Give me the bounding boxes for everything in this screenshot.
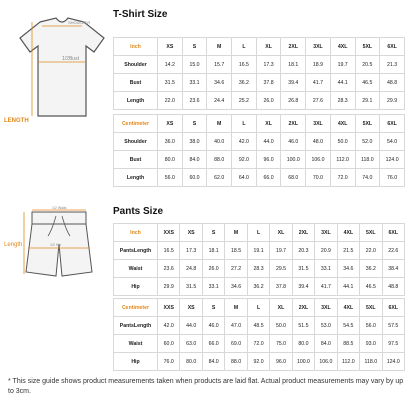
measurement-cell: 112.0: [330, 151, 355, 169]
measurement-cell: 29.9: [158, 278, 180, 296]
size-header-cell: S: [202, 224, 224, 242]
measurement-cell: 54.5: [337, 317, 359, 335]
table-row: [114, 353, 405, 371]
table-row: [114, 92, 405, 110]
measurement-cell: 22.0: [360, 242, 382, 260]
pants-illustration: [4, 206, 112, 286]
measurement-cell: 48.8: [382, 278, 404, 296]
measurement-cell: 28.3: [330, 92, 355, 110]
measurement-cell: 26.8: [281, 92, 306, 110]
measurement-cell: 26.0: [256, 92, 281, 110]
shoulder-measure-label: SHOULDER: [68, 20, 91, 25]
measurement-cell: 46.5: [360, 278, 382, 296]
size-header-cell: L: [247, 224, 269, 242]
tshirt-illustration: [0, 8, 110, 128]
size-header-cell: XL: [256, 115, 281, 133]
size-header-cell: S: [202, 299, 224, 317]
table-row: [114, 260, 405, 278]
measurement-cell: 36.2: [360, 260, 382, 278]
size-header-cell: S: [182, 115, 207, 133]
measurement-cell: 80.0: [292, 335, 314, 353]
size-header-cell: 6XL: [380, 38, 405, 56]
row-label: Bust: [114, 151, 158, 169]
measurement-cell: 23.6: [158, 260, 180, 278]
measurement-cell: 44.0: [256, 133, 281, 151]
size-header-cell: 2XL: [281, 115, 306, 133]
measurement-cell: 92.0: [232, 151, 257, 169]
measurement-cell: 84.0: [202, 353, 224, 371]
size-header-cell: 4XL: [337, 224, 359, 242]
table-row: [114, 133, 405, 151]
measurement-cell: 15.0: [182, 56, 207, 74]
measurement-cell: 46.5: [355, 74, 380, 92]
table-row: [114, 169, 405, 187]
size-header-cell: 4XL: [330, 38, 355, 56]
measurement-cell: 28.3: [247, 260, 269, 278]
row-label: PantsLength: [114, 242, 158, 260]
measurement-cell: 18.9: [306, 56, 331, 74]
measurement-cell: 21.3: [380, 56, 405, 74]
measurement-cell: 69.0: [225, 335, 247, 353]
measurement-cell: 24.4: [207, 92, 232, 110]
size-header-cell: 3XL: [315, 224, 337, 242]
length-measure-label: LENGTH: [4, 118, 29, 124]
measurement-cell: 80.0: [180, 353, 202, 371]
measurement-cell: 36.2: [232, 74, 257, 92]
size-header-cell: 4XL: [337, 299, 359, 317]
measurement-cell: 39.4: [281, 74, 306, 92]
size-header-cell: 6XL: [380, 115, 405, 133]
measurement-cell: 18.1: [281, 56, 306, 74]
measurement-cell: 100.0: [292, 353, 314, 371]
size-header-row: [114, 299, 405, 317]
measurement-cell: 40.0: [207, 133, 232, 151]
size-header-cell: 4XL: [330, 115, 355, 133]
measurement-cell: 17.3: [256, 56, 281, 74]
measurement-cell: 66.0: [202, 335, 224, 353]
row-label: Waist: [114, 260, 158, 278]
measurement-cell: 56.0: [360, 317, 382, 335]
size-header-cell: XXS: [158, 299, 180, 317]
size-header-cell: M: [225, 224, 247, 242]
measurement-cell: 118.0: [360, 353, 382, 371]
measurement-cell: 46.0: [281, 133, 306, 151]
table-row: [114, 242, 405, 260]
measurement-cell: 29.1: [355, 92, 380, 110]
table-row: [114, 74, 405, 92]
pants-centimeter-table: [113, 298, 405, 371]
measurement-cell: 25.2: [232, 92, 257, 110]
measurement-cell: 24.8: [180, 260, 202, 278]
row-label: Length: [114, 92, 158, 110]
row-label: PantsLength: [114, 317, 158, 335]
measurement-cell: 60.0: [158, 335, 180, 353]
waist-measure-label: 1/2 Waist: [52, 206, 67, 210]
measurement-cell: 66.0: [256, 169, 281, 187]
size-header-cell: 6XL: [382, 224, 404, 242]
size-header-cell: XL: [256, 38, 281, 56]
row-label: Bust: [114, 74, 158, 92]
size-header-cell: XS: [158, 115, 183, 133]
size-header-cell: XS: [180, 224, 202, 242]
measurement-cell: 88.5: [337, 335, 359, 353]
measurement-cell: 60.0: [182, 169, 207, 187]
measurement-cell: 31.5: [158, 74, 183, 92]
measurement-cell: 19.7: [270, 242, 292, 260]
measurement-cell: 96.0: [256, 151, 281, 169]
unit-label: Inch: [114, 38, 158, 56]
measurement-cell: 16.5: [232, 56, 257, 74]
measurement-cell: 19.1: [247, 242, 269, 260]
measurement-cell: 48.5: [247, 317, 269, 335]
pants-length-measure-label: Length: [4, 242, 23, 248]
measurement-cell: 39.4: [292, 278, 314, 296]
measurement-cell: 76.0: [380, 169, 405, 187]
measurement-cell: 124.0: [382, 353, 404, 371]
measurement-cell: 20.3: [292, 242, 314, 260]
measurement-cell: 42.0: [158, 317, 180, 335]
size-header-cell: 5XL: [360, 299, 382, 317]
measurement-cell: 54.0: [380, 133, 405, 151]
measurement-cell: 44.0: [180, 317, 202, 335]
measurement-cell: 41.7: [315, 278, 337, 296]
pants-inch-table: [113, 223, 405, 296]
measurement-cell: 18.1: [202, 242, 224, 260]
measurement-cell: 76.0: [158, 353, 180, 371]
measurement-cell: 27.2: [225, 260, 247, 278]
measurement-cell: 34.6: [337, 260, 359, 278]
measurement-cell: 21.5: [337, 242, 359, 260]
measurement-cell: 84.0: [315, 335, 337, 353]
unit-label: Centimeter: [114, 299, 158, 317]
measurement-cell: 46.0: [202, 317, 224, 335]
measurement-cell: 74.0: [355, 169, 380, 187]
measurement-cell: 72.0: [247, 335, 269, 353]
size-guide-footnote: * This size guide shows product measurements taken when products are laid flat. Actual product measurements may vary by up to 3cm.: [8, 378, 404, 395]
measurement-cell: 37.8: [270, 278, 292, 296]
measurement-cell: 48.0: [306, 133, 331, 151]
size-header-cell: XL: [270, 299, 292, 317]
measurement-cell: 70.0: [306, 169, 331, 187]
unit-label: Inch: [114, 224, 158, 242]
size-header-cell: L: [247, 299, 269, 317]
row-label: Hip: [114, 278, 158, 296]
measurement-cell: 19.7: [330, 56, 355, 74]
pants-size-title: Pants Size: [113, 206, 164, 217]
size-header-cell: 5XL: [355, 38, 380, 56]
size-header-cell: 6XL: [382, 299, 404, 317]
measurement-cell: 112.0: [337, 353, 359, 371]
unit-label: Centimeter: [114, 115, 158, 133]
measurement-cell: 51.5: [292, 317, 314, 335]
measurement-cell: 93.0: [360, 335, 382, 353]
table-row: [114, 151, 405, 169]
size-header-row: [114, 38, 405, 56]
measurement-cell: 17.3: [180, 242, 202, 260]
measurement-cell: 36.2: [247, 278, 269, 296]
measurement-cell: 88.0: [225, 353, 247, 371]
measurement-cell: 34.6: [207, 74, 232, 92]
size-header-cell: 5XL: [360, 224, 382, 242]
size-header-cell: 3XL: [306, 38, 331, 56]
measurement-cell: 31.5: [292, 260, 314, 278]
size-header-cell: XL: [270, 224, 292, 242]
measurement-cell: 14.2: [158, 56, 183, 74]
tshirt-inch-table: [113, 37, 405, 110]
measurement-cell: 56.0: [158, 169, 183, 187]
measurement-cell: 72.0: [330, 169, 355, 187]
measurement-cell: 47.0: [225, 317, 247, 335]
measurement-cell: 100.0: [281, 151, 306, 169]
measurement-cell: 15.7: [207, 56, 232, 74]
measurement-cell: 96.0: [270, 353, 292, 371]
measurement-cell: 75.0: [270, 335, 292, 353]
measurement-cell: 37.8: [256, 74, 281, 92]
measurement-cell: 27.6: [306, 92, 331, 110]
measurement-cell: 22.6: [382, 242, 404, 260]
measurement-cell: 57.5: [382, 317, 404, 335]
row-label: Shoulder: [114, 133, 158, 151]
measurement-cell: 38.0: [182, 133, 207, 151]
measurement-cell: 20.5: [355, 56, 380, 74]
row-label: Waist: [114, 335, 158, 353]
size-header-cell: XXS: [158, 224, 180, 242]
row-label: Shoulder: [114, 56, 158, 74]
size-header-cell: 2XL: [292, 299, 314, 317]
measurement-cell: 31.5: [180, 278, 202, 296]
measurement-cell: 33.1: [182, 74, 207, 92]
measurement-cell: 88.0: [207, 151, 232, 169]
hip-measure-label: 1/2 Hip: [50, 243, 62, 247]
tshirt-size-title: T-Shirt Size: [113, 9, 168, 20]
measurement-cell: 29.9: [380, 92, 405, 110]
measurement-cell: 26.0: [202, 260, 224, 278]
size-header-cell: 3XL: [306, 115, 331, 133]
measurement-cell: 33.1: [202, 278, 224, 296]
tshirt-centimeter-table: [113, 114, 405, 187]
size-header-cell: XS: [158, 38, 183, 56]
size-header-cell: M: [207, 115, 232, 133]
measurement-cell: 41.7: [306, 74, 331, 92]
measurement-cell: 50.0: [270, 317, 292, 335]
measurement-cell: 68.0: [281, 169, 306, 187]
measurement-cell: 42.0: [232, 133, 257, 151]
bust-measure-label: 1/2Bust: [62, 56, 79, 62]
measurement-cell: 118.0: [355, 151, 380, 169]
size-header-row: [114, 224, 405, 242]
measurement-cell: 16.5: [158, 242, 180, 260]
size-header-cell: 3XL: [315, 299, 337, 317]
measurement-cell: 20.9: [315, 242, 337, 260]
measurement-cell: 124.0: [380, 151, 405, 169]
measurement-cell: 18.5: [225, 242, 247, 260]
measurement-cell: 23.6: [182, 92, 207, 110]
size-header-cell: 5XL: [355, 115, 380, 133]
measurement-cell: 29.5: [270, 260, 292, 278]
measurement-cell: 106.0: [306, 151, 331, 169]
measurement-cell: 50.0: [330, 133, 355, 151]
size-header-row: [114, 115, 405, 133]
measurement-cell: 52.0: [355, 133, 380, 151]
table-row: [114, 335, 405, 353]
measurement-cell: 22.0: [158, 92, 183, 110]
measurement-cell: 33.1: [315, 260, 337, 278]
table-row: [114, 56, 405, 74]
measurement-cell: 44.1: [330, 74, 355, 92]
table-row: [114, 317, 405, 335]
size-header-cell: 2XL: [281, 38, 306, 56]
row-label: Length: [114, 169, 158, 187]
measurement-cell: 53.0: [315, 317, 337, 335]
measurement-cell: 36.0: [158, 133, 183, 151]
measurement-cell: 62.0: [207, 169, 232, 187]
measurement-cell: 48.8: [380, 74, 405, 92]
table-row: [114, 278, 405, 296]
measurement-cell: 38.4: [382, 260, 404, 278]
measurement-cell: 84.0: [182, 151, 207, 169]
measurement-cell: 92.0: [247, 353, 269, 371]
measurement-cell: 106.0: [315, 353, 337, 371]
size-header-cell: L: [232, 38, 257, 56]
measurement-cell: 97.5: [382, 335, 404, 353]
measurement-cell: 34.6: [225, 278, 247, 296]
measurement-cell: 63.0: [180, 335, 202, 353]
measurement-cell: 80.0: [158, 151, 183, 169]
size-header-cell: M: [207, 38, 232, 56]
size-header-cell: M: [225, 299, 247, 317]
measurement-cell: 64.0: [232, 169, 257, 187]
size-header-cell: L: [232, 115, 257, 133]
row-label: Hip: [114, 353, 158, 371]
size-header-cell: 2XL: [292, 224, 314, 242]
size-header-cell: XS: [180, 299, 202, 317]
measurement-cell: 44.1: [337, 278, 359, 296]
size-header-cell: S: [182, 38, 207, 56]
